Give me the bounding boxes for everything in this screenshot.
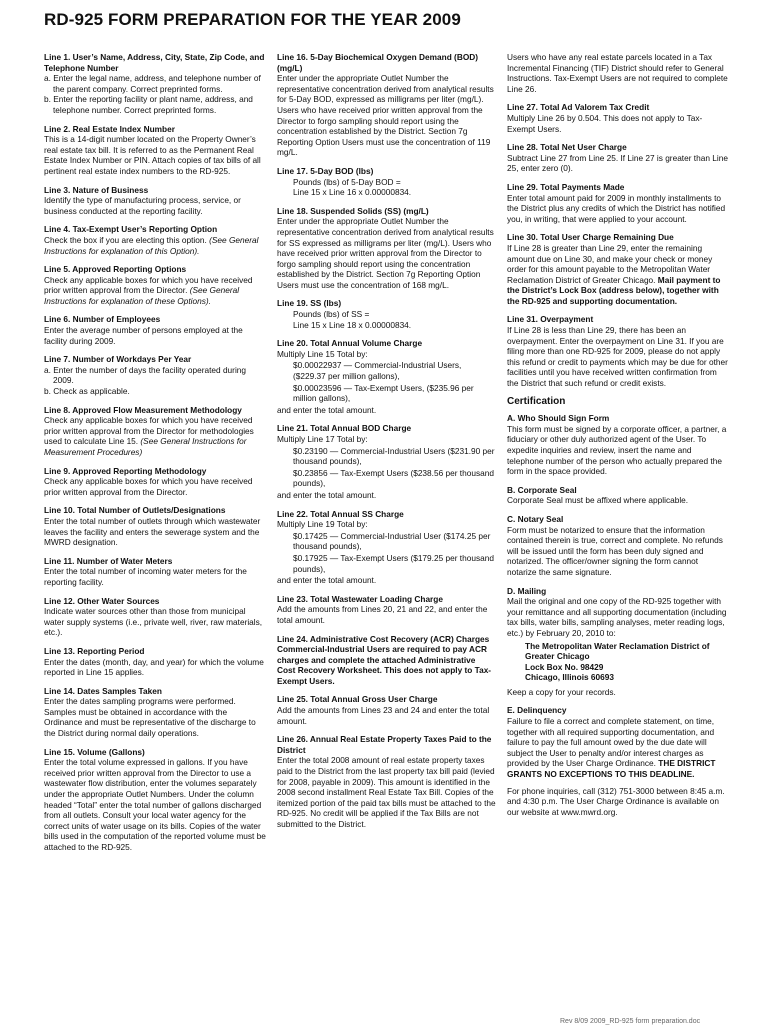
line-21-section <box>277 423 496 500</box>
line-3-heading: Line 3. Nature of Business <box>44 184 149 195</box>
line-22-text: Multiply Line 19 Total by: <box>277 519 368 530</box>
line-5-section <box>44 264 266 306</box>
line-28-heading: Line 28. Total Net User Charge <box>507 142 627 153</box>
footer-revision: Rev 8/09 2009_RD-925 form preparation.doc <box>560 1018 701 1025</box>
line-11-heading: Line 11. Number of Water Meters <box>44 555 173 566</box>
line-16-section <box>277 52 496 158</box>
line-2-section <box>44 124 266 177</box>
line-5-text <box>44 275 266 307</box>
tif-note-text: Users who have any real estate parcels located in a Tax Incremental Financing (TIF) District should refer to General Instructions. Tax-Exempt Users are not required to complete Line 26. <box>507 52 728 94</box>
line-14-heading: Line 14. Dates Samples Taken <box>44 685 162 696</box>
line-19-heading: Line 19. SS (lbs) <box>277 298 342 309</box>
line-22-heading: Line 22. Total Annual SS Charge <box>277 508 404 519</box>
phone-inquiries-text: For phone inquiries, call (312) 751-3000 between 8:45 a.m. and 4:30 p.m. The User Charge Ordinance is available on our website at www.mwrd.org. <box>507 785 725 817</box>
line-22-rate-b: $0.17925 — Tax-Exempt Users ($179.25 per thousand pounds), <box>293 552 494 574</box>
line-12-section <box>44 596 266 638</box>
line-21-rate-b: $0.23856 — Tax-Exempt Users ($238.56 per thousand pounds), <box>293 467 494 489</box>
cert-b-heading: B. Corporate Seal <box>507 484 577 495</box>
line-19-section <box>277 298 496 330</box>
line-27-text: Multiply Line 26 by 0.504. This does not apply to Tax-Exempt Users. <box>507 112 703 134</box>
line-21-text: Multiply Line 17 Total by: <box>277 434 368 444</box>
line-3-text: Identify the type of manufacturing process, service, or business conducted at the reporting facility. <box>44 195 241 216</box>
line-6-section <box>44 314 266 346</box>
address-line-3: Chicago, Illinois 60693 <box>525 672 614 683</box>
line-8-section <box>44 405 266 458</box>
cert-a-text: This form must be signed by a corporate officer, a partner, a fiduciary or other duly authorized agent of the User. To expedite inquiries and review, insert the name and telephone number of the person who actually prepared the form in the space provided. <box>507 423 727 477</box>
line-28-section <box>507 142 728 174</box>
cert-c-heading: C. Notary Seal <box>507 513 564 524</box>
cert-d-section <box>507 586 728 698</box>
line-31-text: If Line 28 is less than Line 29, there has been an overpayment. Enter the overpayment on Line 31. If you are filing more than one RD-925 for 2009, please do not apply this refund or credit to payments which may be due for other facilities until you have received written confirmation from the District that such refund or credit exists. <box>507 325 728 389</box>
line-29-section <box>507 182 728 224</box>
line-17-formula-b: Line 15 x Line 16 x 0.00000834. <box>293 187 412 198</box>
cert-e-deadline: THE DISTRICT GRANTS NO EXCEPTIONS TO THIS DEADLINE. <box>507 758 716 780</box>
cert-c-section <box>507 514 728 578</box>
line-20-rate-b: $0.00023596 — Tax-Exempt Users, ($235.96 per million gallons), <box>293 382 474 404</box>
line-8-body: Check any applicable boxes for which you have received prior written approval from the Director for methodologies used to calculate Line 15. <box>44 415 254 447</box>
line-25-section <box>277 694 496 726</box>
line-20-heading: Line 20. Total Annual Volume Charge <box>277 338 423 349</box>
line-24-section <box>277 634 496 687</box>
line-1-a: a. Enter the legal name, address, and telephone number of the parent company. Correct preprinted forms. <box>44 73 261 94</box>
line-17-heading: Line 17. 5-Day BOD (lbs) <box>277 165 374 176</box>
line-23-heading: Line 23. Total Wastewater Loading Charge <box>277 593 443 604</box>
line-10-text: Enter the total number of outlets through which wastewater leaves the facility and enters the sewerage system and the MWRD designation. <box>44 515 261 548</box>
line-14-text: Enter the dates sampling programs were performed. Samples must be obtained in accordance with the Ordinance and must be representative of the discharge to the District during normal daily operations. <box>44 696 256 739</box>
mailing-address <box>507 641 728 683</box>
line-30-mail-note: Mail payment to the District’s Lock Box (address below), together with the RD-925 and supporting documentation. <box>507 274 721 306</box>
line-20-text: Multiply Line 15 Total by: <box>277 348 368 359</box>
column-3 <box>507 52 728 825</box>
line-5-heading: Line 5. Approved Reporting Options <box>44 264 187 275</box>
line-17-section <box>277 166 496 198</box>
line-1-section <box>44 52 266 116</box>
line-4-section <box>44 224 266 256</box>
line-25-text: Add the amounts from Lines 23 and 24 and enter the total amount. <box>277 705 490 726</box>
line-19-formula-a: Pounds (lbs) of SS = <box>293 309 370 320</box>
cert-a-section <box>507 413 728 477</box>
address-line-2: Lock Box No. 98429 <box>525 661 604 672</box>
line-25-heading: Line 25. Total Annual Gross User Charge <box>277 694 438 705</box>
line-1-heading: Line 1. User’s Name, Address, City, State, Zip Code, and Telephone Number <box>44 52 265 73</box>
line-15-heading: Line 15. Volume (Gallons) <box>44 746 145 757</box>
line-4-note: (See General Instructions for explanation of this Option). <box>44 234 259 256</box>
line-26-text: Enter the total 2008 amount of real estate property taxes paid to the District from the last property tax bill paid (levied for 2008, payable in 2009). This amount is identified in the 2008 second installment Real Estate Tax Bill. Copies of the itemized portion of the paid tax bills must be attached to the RD-925. No credit will be applied if the Tax Bills are not submitted to the District. <box>277 755 496 829</box>
line-2-text: This is a 14-digit number located on the Property Owner’s real estate tax bill. It is referred to as the Permanent Real Estate Index Number or PIN. Attach copies of tax bills of all pertinent real estate index numbers to the RD-925. <box>44 134 261 176</box>
line-9-text: Check any applicable boxes for which you have received prior written approval from the Director. <box>44 476 253 497</box>
cert-c-text: Form must be notarized to ensure that the information contained therein is true, correct and complete. No refunds will be issued until the form has been duly signed and notarized. The officer/owner signing the form cannot notarize the same signature. <box>507 524 723 577</box>
line-9-section <box>44 466 266 498</box>
line-5-note: (See General Instructions for explanation of these Options). <box>44 285 240 306</box>
line-19-formula-b: Line 15 x Line 18 x 0.00000834. <box>293 319 412 330</box>
column-2 <box>277 52 496 838</box>
line-13-heading: Line 13. Reporting Period <box>44 645 145 656</box>
line-29-text: Enter total amount paid for 2009 in monthly installments to the District plus any credits of which the District has notified you, in writing, that were applied to your account. <box>507 192 726 224</box>
line-24-heading: Line 24. Administrative Cost Recovery (ACR) Charges <box>277 633 490 644</box>
line-22-end: and enter the total amount. <box>277 575 377 586</box>
line-24-text: Commercial-Industrial Users are required to pay ACR charges and complete the attached Administrative Cost Recovery Worksheet. This does not apply to Tax-Exempt Users. <box>277 644 492 686</box>
line-6-text: Enter the average number of persons employed at the facility during 2009. <box>44 325 243 346</box>
line-13-section <box>44 646 266 678</box>
line-27-section <box>507 102 728 134</box>
line-8-heading: Line 8. Approved Flow Measurement Methodology <box>44 404 242 415</box>
line-21-rate-a: $0.23190 — Commercial-Industrial Users ($231.90 per thousand pounds), <box>293 445 495 467</box>
line-26-section <box>277 734 496 829</box>
cert-e-body: Failure to file a correct and complete statement, on time, together with all required supporting documentation, and failure to pay the full amount owed by the due date will subject the User to penalty and/or interest charges as provided by the User Charge Ordinance. <box>507 716 715 769</box>
line-30-body: If Line 28 is greater than Line 29, enter the remaining amount due on Line 30, and make your check or money order for this amount payable to the Metropolitan Water Reclamation District of Greater Chicago. <box>507 242 713 285</box>
line-22-section <box>277 509 496 586</box>
page-title: RD-925 FORM PREPARATION FOR THE YEAR 2009 <box>44 10 461 29</box>
line-14-section <box>44 686 266 739</box>
line-13-text: Enter the dates (month, day, and year) for which the volume reported in Line 15 applies. <box>44 656 264 678</box>
line-5-body: Check any applicable boxes for which you have received prior written approval from the Director. <box>44 274 253 296</box>
line-9-heading: Line 9. Approved Reporting Methodology <box>44 465 207 476</box>
line-23-text: Add the amounts from Lines 20, 21 and 22, and enter the total amount. <box>277 604 488 625</box>
line-12-text: Indicate water sources other than those from municipal water supply systems (i.e., private well, river, raw materials, etc.). <box>44 606 263 638</box>
line-3-section <box>44 185 266 217</box>
column-1 <box>44 52 266 861</box>
line-29-heading: Line 29. Total Payments Made <box>507 181 625 192</box>
line-15-section <box>44 747 266 853</box>
line-20-end: and enter the total amount. <box>277 404 377 415</box>
line-7-heading: Line 7. Number of Workdays Per Year <box>44 354 192 365</box>
line-16-text: Enter under the appropriate Outlet Number the representative concentration derived from analytical results for 5-Day BOD, expressed as milligrams per liter (mg/L). Users who have received prior written approval from the Director to forgo sampling should report using the concentration established by the District. Section 7g Reporting Option Users must use the concentration of 119 mg/L. <box>277 73 494 158</box>
line-8-text <box>44 415 266 457</box>
cert-e-text <box>507 716 728 780</box>
line-21-end: and enter the total amount. <box>277 489 377 500</box>
line-21-heading: Line 21. Total Annual BOD Charge <box>277 423 412 434</box>
cert-e-section <box>507 705 728 817</box>
line-2-heading: Line 2. Real Estate Index Number <box>44 123 175 134</box>
address-line-1: The Metropolitan Water Reclamation District of Greater Chicago <box>525 640 710 662</box>
cert-d-text: Mail the original and one copy of the RD-925 together with your remittance and all supporting documentation (including tax bills, water bills, sampling analyses, meter reading logs, etc.) by February 20, 2010 to: <box>507 596 727 638</box>
cert-a-heading: A. Who Should Sign Form <box>507 413 610 424</box>
line-12-heading: Line 12. Other Water Sources <box>44 595 160 606</box>
line-10-section <box>44 505 266 547</box>
tif-note-section <box>507 52 728 94</box>
line-4-text <box>44 235 266 256</box>
cert-b-section <box>507 485 728 506</box>
line-7-a: a. Enter the number of days the facility operated during 2009. <box>44 364 247 386</box>
line-18-section <box>277 206 496 291</box>
line-7-b: b. Check as applicable. <box>44 386 130 397</box>
line-23-section <box>277 594 496 626</box>
line-31-section <box>507 314 728 388</box>
line-28-text: Subtract Line 27 from Line 25. If Line 27 is greater than Line 25, enter zero (0). <box>507 152 728 174</box>
line-7-section <box>44 354 266 396</box>
certification-heading: Certification <box>507 395 566 407</box>
line-8-note: (See General Instructions for Measurement Procedures) <box>44 436 247 457</box>
line-31-heading: Line 31. Overpayment <box>507 314 594 325</box>
line-20-rate-a: $0.00022937 — Commercial-Industrial Users, ($229.37 per million gallons), <box>293 360 462 382</box>
line-22-rate-a: $0.17425 — Commercial-Industrial User ($174.25 per thousand pounds), <box>293 530 491 552</box>
line-11-text: Enter the total number of incoming water meters for the reporting facility. <box>44 566 247 587</box>
line-4-body: Check the box if you are electing this option. <box>44 234 207 245</box>
line-30-text <box>507 243 728 307</box>
line-1-b: b. Enter the reporting facility or plant name, address, and telephone number. Correct preprinted forms. <box>44 94 253 115</box>
line-15-text: Enter the total volume expressed in gallons. If you have received prior written approval from the Director to use a wastewater flow distribution, enter the volumes separately under the appropriate Outlet Numbers. Under the column headed “Total” enter the total number of gallons discharged from all outlets. Consult your local water agency for the correct units of water usage on its bills. Copies of the water bills used in the computation of the reported volume must be attached to the RD-925. <box>44 757 266 852</box>
line-27-heading: Line 27. Total Ad Valorem Tax Credit <box>507 102 650 113</box>
cert-e-heading: E. Delinquency <box>507 705 567 716</box>
line-16-heading: Line 16. 5-Day Biochemical Oxygen Demand (BOD) (mg/L) <box>277 52 479 73</box>
line-11-section <box>44 556 266 588</box>
line-10-heading: Line 10. Total Number of Outlets/Designations <box>44 505 226 516</box>
cert-d-heading: D. Mailing <box>507 585 547 596</box>
line-20-section <box>277 338 496 415</box>
line-30-section <box>507 232 728 306</box>
line-4-heading: Line 4. Tax-Exempt User’s Reporting Option <box>44 224 218 235</box>
line-6-heading: Line 6. Number of Employees <box>44 314 161 325</box>
line-30-heading: Line 30. Total User Charge Remaining Due <box>507 232 674 243</box>
cert-d-note: Keep a copy for your records. <box>507 686 616 697</box>
line-26-heading: Line 26. Annual Real Estate Property Taxes Paid to the District <box>277 734 492 755</box>
line-18-heading: Line 18. Suspended Solids (SS) (mg/L) <box>277 205 429 216</box>
line-18-text: Enter under the appropriate Outlet Number the representative concentration derived from analytical results for SS expressed as milligrams per liter (mg/L). Users who have received prior written approval from the Director to forgo sampling should report using the concentration established by the District. Section 7g Reporting Option Users must use the concentration of 168 mg/L. <box>277 216 494 290</box>
line-17-formula-a: Pounds (lbs) of 5-Day BOD = <box>293 176 401 187</box>
cert-b-text: Corporate Seal must be affixed where applicable. <box>507 495 689 506</box>
